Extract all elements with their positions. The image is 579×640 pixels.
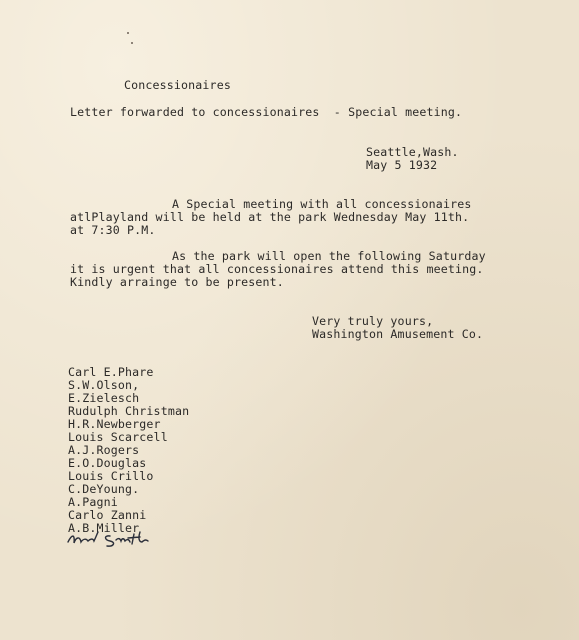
recipient-item: S.W.Olson, xyxy=(68,378,140,392)
closing: Very truly yours, xyxy=(312,314,434,328)
addressee: Concessionaires xyxy=(124,78,231,92)
recipient-item: Rudulph Christman xyxy=(68,404,190,418)
body-paragraph-1-line-2: atlPlayland will be held at the park Wednesday May 11th. xyxy=(70,210,470,224)
handwritten-signature xyxy=(66,528,166,550)
subject-line: Letter forwarded to concessionaires - Special meeting. xyxy=(70,105,463,119)
recipient-item: Louis Scarcell xyxy=(68,430,168,444)
recipient-item: A.B.Miller xyxy=(68,521,140,535)
body-paragraph-2-line-3: Kindly arrainge to be present. xyxy=(70,275,284,289)
place: Seattle,Wash. xyxy=(366,145,459,159)
body-paragraph-2-line-2: it is urgent that all concessionaires attend this meeting. xyxy=(70,262,484,276)
recipient-item: E.Zielesch xyxy=(68,391,140,405)
recipient-item: Carlo Zanni xyxy=(68,508,147,522)
paper-speck xyxy=(127,32,129,34)
recipient-item: Louis Crillo xyxy=(68,469,154,483)
recipient-item: C.DeYoung. xyxy=(68,482,140,496)
recipient-item: A.J.Rogers xyxy=(68,443,140,457)
body-paragraph-2-line-1: As the park will open the following Saturday xyxy=(172,249,486,263)
sender: Washington Amusement Co. xyxy=(312,327,484,341)
recipient-item: Carl E.Phare xyxy=(68,365,154,379)
body-paragraph-1-line-3: at 7:30 P.M. xyxy=(70,223,156,237)
date: May 5 1932 xyxy=(366,158,438,172)
paper-speck xyxy=(131,42,133,44)
recipient-item: E.O.Douglas xyxy=(68,456,147,470)
body-paragraph-1-line-1: A Special meeting with all concessionaires xyxy=(172,197,472,211)
recipient-item: A.Pagni xyxy=(68,495,118,509)
recipient-item: H.R.Newberger xyxy=(68,417,161,431)
